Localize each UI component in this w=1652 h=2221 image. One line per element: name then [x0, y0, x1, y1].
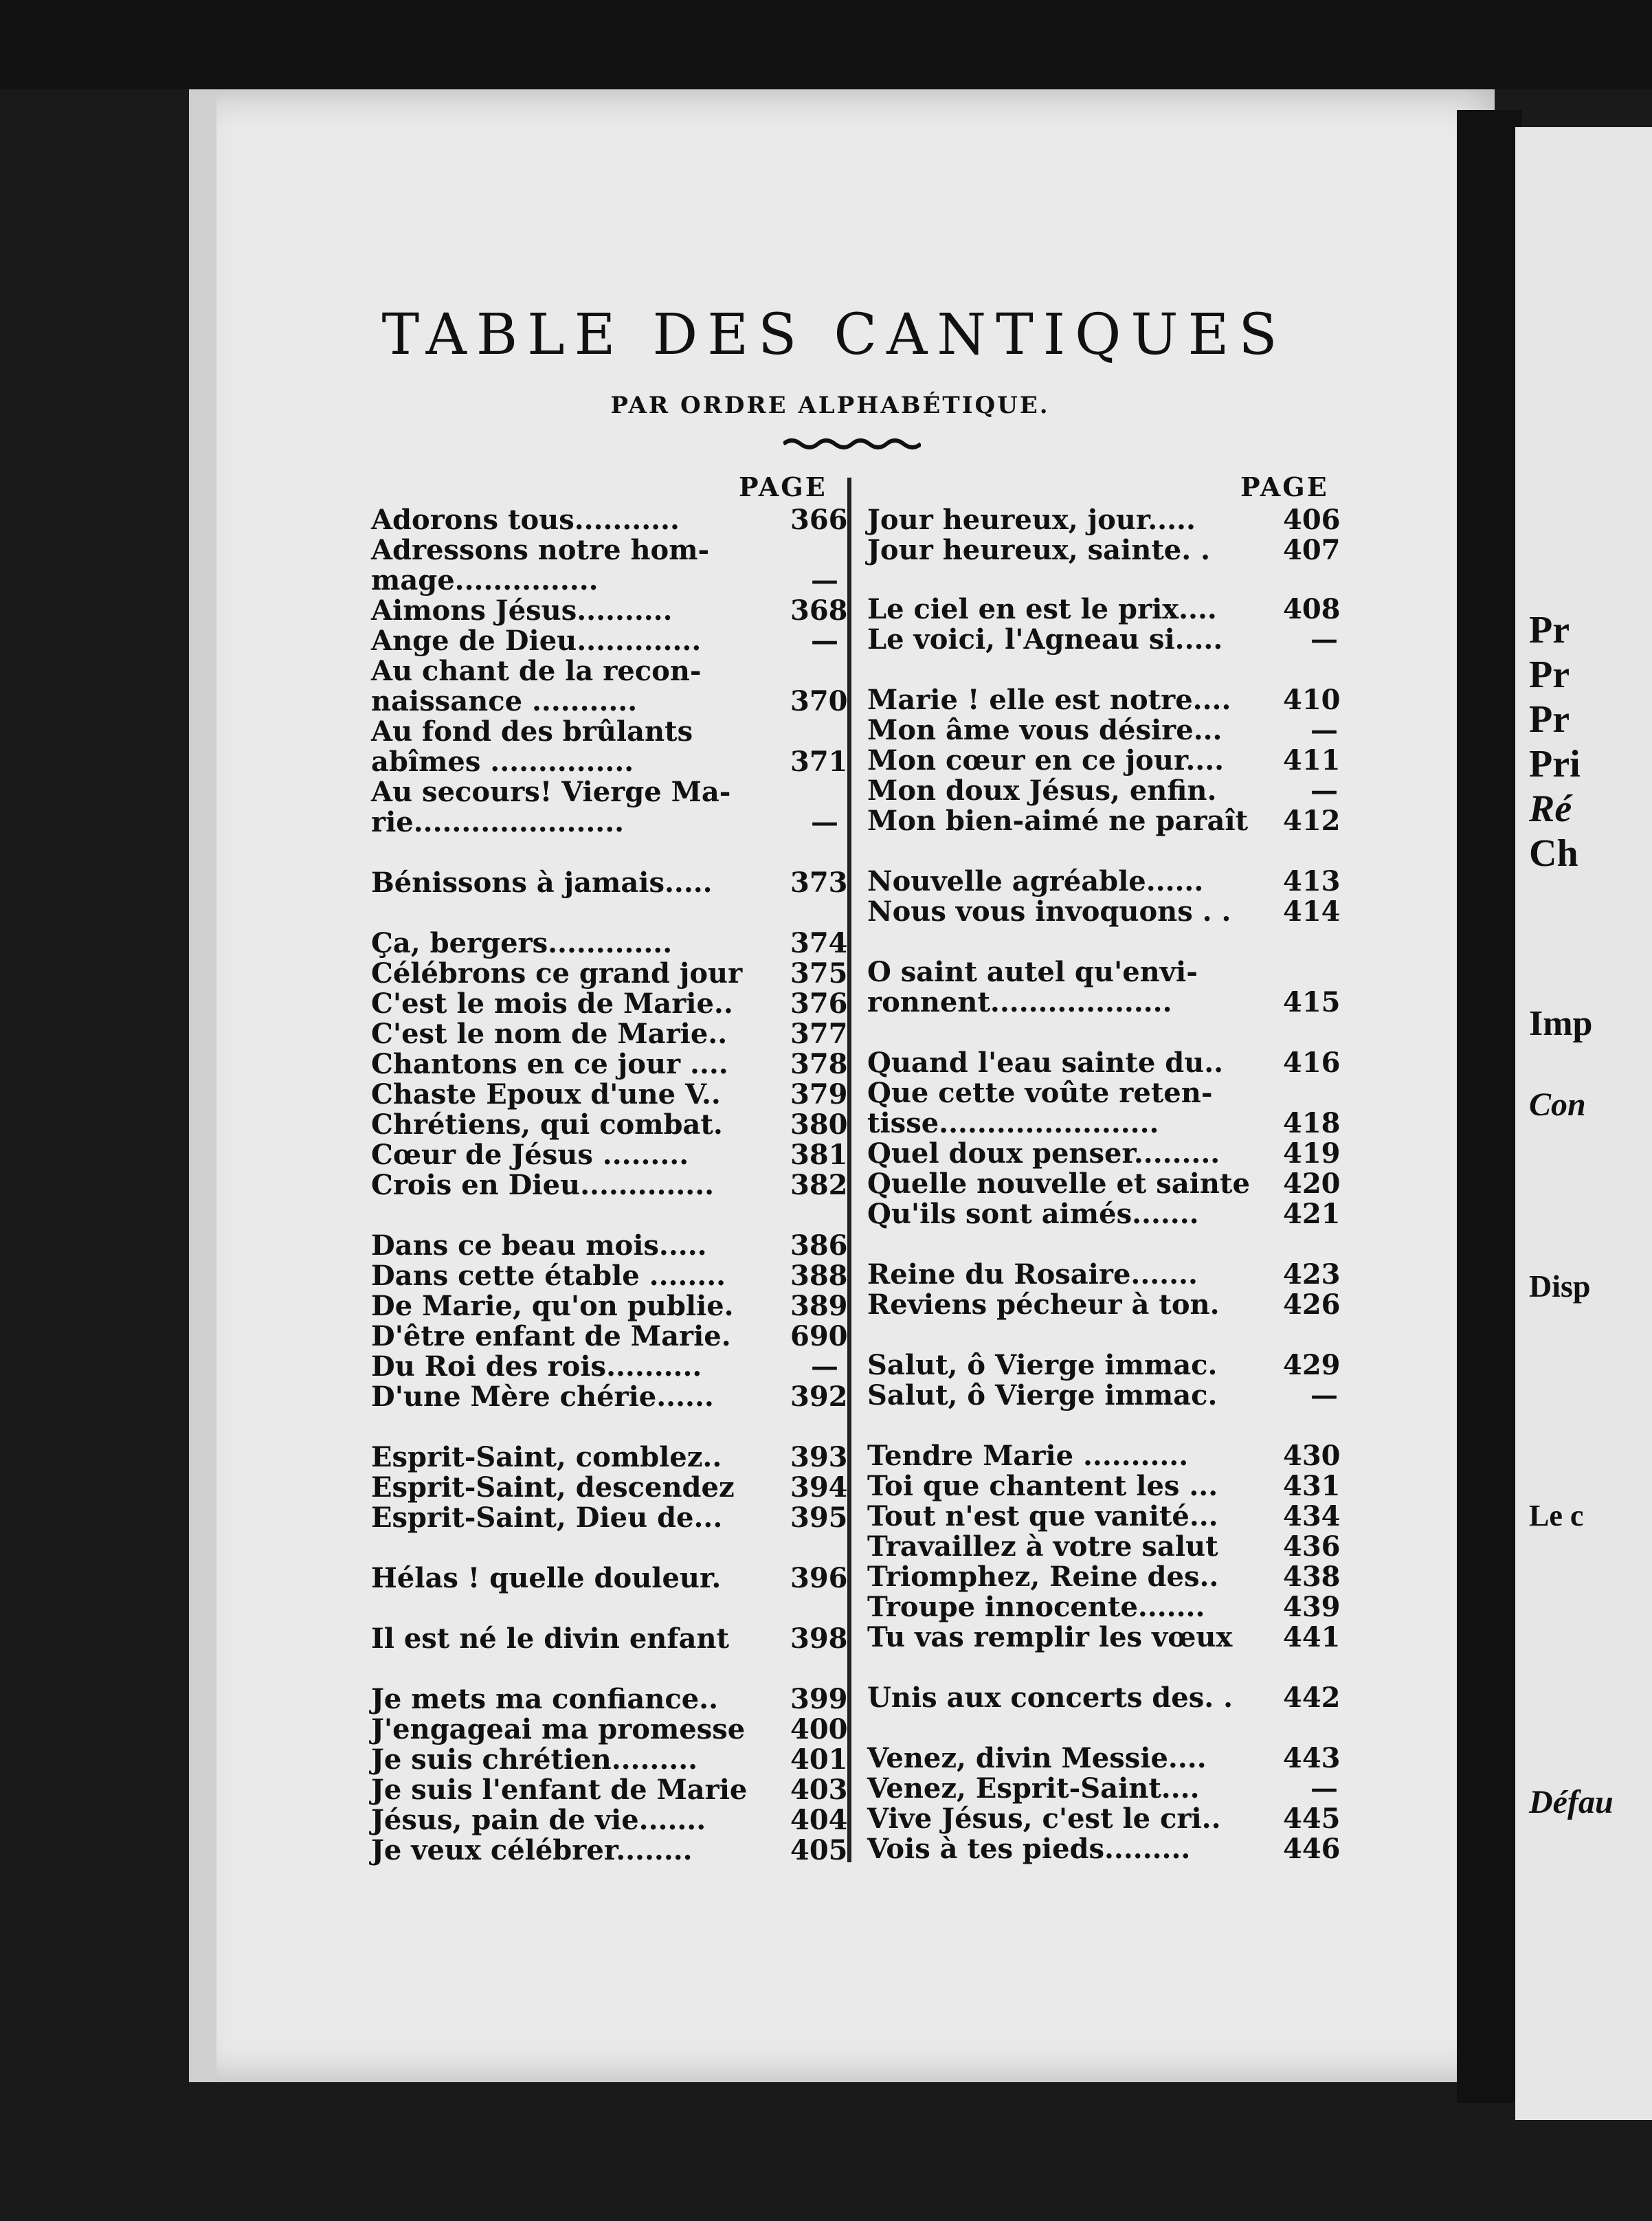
toc-entry-page: 446	[1283, 1833, 1341, 1865]
toc-entry-title: Jour heureux, jour.....	[867, 504, 1196, 536]
toc-entry	[867, 1774, 1338, 1804]
toc-entry	[371, 957, 848, 990]
toc-entry	[867, 805, 1341, 837]
toc-entry	[867, 1078, 1338, 1108]
toc-entry-title: mage...............	[371, 564, 599, 596]
toc-entry	[867, 1258, 1341, 1291]
toc-entry-page: 436	[1283, 1530, 1341, 1563]
toc-entry-title: Troupe innocente.......	[867, 1591, 1205, 1623]
toc-entry-title: Au chant de la recon-	[371, 655, 702, 687]
toc-entry-page: 411	[1283, 744, 1341, 777]
toc-entry	[867, 593, 1341, 625]
toc-entry-title: ronnent...................	[867, 986, 1172, 1018]
adjacent-fragment: Ch	[1529, 832, 1578, 875]
toc-entry-page: 396	[790, 1562, 848, 1594]
toc-entry-title: Je mets ma confiance..	[371, 1683, 719, 1715]
toc-entry-title: Mon bien-aimé ne paraît	[867, 805, 1249, 837]
toc-entry	[867, 1500, 1341, 1532]
toc-entry	[867, 1470, 1341, 1502]
toc-entry	[371, 1352, 838, 1382]
toc-entry-title: D'être enfant de Marie.	[371, 1320, 731, 1352]
toc-entry-page: 378	[790, 1048, 848, 1080]
toc-entry-title: Esprit-Saint, Dieu de...	[371, 1502, 723, 1534]
adjacent-fragment: Pr	[1529, 609, 1570, 651]
toc-entry-page: 420	[1283, 1168, 1341, 1200]
toc-entry-title: Chantons en ce jour ....	[371, 1048, 728, 1080]
toc-entry	[867, 1349, 1341, 1381]
toc-entry-title: Dans ce beau mois.....	[371, 1229, 707, 1262]
toc-entry-title: Tendre Marie ...........	[867, 1440, 1189, 1472]
toc-entry-page: 403	[790, 1774, 848, 1806]
toc-entry-page: 404	[790, 1804, 848, 1836]
toc-entry	[867, 1530, 1341, 1563]
toc-entry-title: Triomphez, Reine des..	[867, 1561, 1219, 1593]
toc-entry-title: Adressons notre hom-	[371, 534, 710, 566]
toc-entry-title: Au fond des brûlants	[371, 715, 693, 748]
toc-entry	[371, 594, 848, 627]
adjacent-fragment: Le c	[1529, 1499, 1584, 1532]
toc-entry-title: Hélas ! quelle douleur.	[371, 1562, 722, 1594]
toc-entry-title: Mon cœur en ce jour....	[867, 744, 1225, 777]
toc-entry-title: Reine du Rosaire.......	[867, 1258, 1198, 1291]
toc-entry	[371, 746, 848, 778]
toc-entry-page: 415	[1283, 986, 1341, 1018]
toc-entry	[371, 867, 848, 899]
toc-entry-title: Cœur de Jésus .........	[371, 1139, 689, 1171]
toc-entry-title: Ange de Dieu.............	[371, 625, 702, 657]
toc-entry-title: Chrétiens, qui combat.	[371, 1108, 723, 1141]
toc-entry-page: —	[811, 806, 838, 838]
toc-entry-page: 441	[1283, 1621, 1341, 1653]
toc-entry	[371, 626, 838, 656]
toc-entry	[867, 1381, 1338, 1411]
toc-entry	[371, 1502, 848, 1534]
toc-entry-page: 430	[1283, 1440, 1341, 1472]
toc-entry	[371, 1108, 848, 1141]
toc-entry-page: —	[811, 1350, 838, 1383]
toc-entry	[867, 684, 1341, 716]
toc-entry-title: Jésus, pain de vie.......	[371, 1804, 706, 1836]
adjacent-fragment: Con	[1529, 1086, 1586, 1123]
toc-entry-page: 380	[790, 1108, 848, 1141]
toc-entry-title: De Marie, qu'on publie.	[371, 1290, 734, 1322]
toc-entry-page: 381	[790, 1139, 848, 1171]
toc-entry-page: 418	[1283, 1107, 1341, 1139]
toc-entry-page: 406	[1283, 504, 1341, 536]
toc-entry	[371, 685, 848, 717]
toc-entry-page: 438	[1283, 1561, 1341, 1593]
toc-entry-page: 368	[790, 594, 848, 627]
toc-entry	[371, 777, 838, 807]
toc-entry	[867, 986, 1341, 1018]
toc-entry-title: Marie ! elle est notre....	[867, 684, 1231, 716]
toc-entry	[867, 1137, 1341, 1170]
column-divider	[847, 478, 851, 1862]
toc-entry-title: Vois à tes pieds.........	[867, 1833, 1191, 1865]
toc-entry-title: rie......................	[371, 806, 625, 838]
toc-entry-page: 373	[790, 867, 848, 899]
toc-entry	[867, 1621, 1341, 1653]
toc-entry	[867, 1591, 1341, 1623]
toc-entry-page: —	[811, 625, 838, 657]
toc-entry-page: 393	[790, 1441, 848, 1473]
adjacent-fragment: Pri	[1529, 743, 1581, 785]
toc-entry-page: 442	[1283, 1682, 1341, 1714]
toc-entry-page: 389	[790, 1290, 848, 1322]
toc-entry-page: 394	[790, 1471, 848, 1504]
toc-entry-title: Crois en Dieu..............	[371, 1169, 715, 1201]
toc-entry-page: 401	[790, 1743, 848, 1776]
toc-entry-title: Quel doux penser.........	[867, 1137, 1220, 1170]
toc-entry	[371, 1683, 848, 1715]
toc-entry-page: 392	[790, 1381, 848, 1413]
toc-entry-page: 445	[1283, 1803, 1341, 1835]
toc-entry-title: Nous vous invoquons . .	[867, 895, 1231, 928]
toc-entry	[867, 895, 1341, 928]
toc-entry-title: Venez, Esprit-Saint....	[867, 1772, 1200, 1805]
toc-entry	[867, 504, 1341, 536]
toc-entry-title: D'une Mère chérie......	[371, 1381, 714, 1413]
toc-entry-title: Ça, bergers.............	[371, 927, 673, 959]
page-edge-shadow	[189, 89, 216, 2082]
toc-entry-page: —	[1310, 1772, 1338, 1805]
toc-entry	[371, 1229, 848, 1262]
toc-entry-title: Je suis l'enfant de Marie	[371, 1774, 748, 1806]
toc-entry	[371, 1018, 848, 1050]
toc-entry-page: 429	[1283, 1349, 1341, 1381]
toc-entry-title: Qu'ils sont aimés.......	[867, 1198, 1199, 1230]
toc-entry	[371, 1381, 848, 1413]
toc-entry-page: 443	[1283, 1742, 1341, 1774]
toc-entry-title: Chaste Epoux d'une V..	[371, 1078, 721, 1110]
toc-entry-title: Jour heureux, sainte. .	[867, 534, 1211, 566]
toc-entry	[867, 1561, 1341, 1593]
toc-entry	[371, 1622, 848, 1655]
toc-entry-page: —	[1310, 714, 1338, 746]
toc-entry	[867, 1440, 1341, 1472]
toc-entry-page: —	[811, 564, 838, 596]
toc-entry	[867, 534, 1341, 566]
toc-entry	[867, 1198, 1341, 1230]
toc-entry	[867, 1803, 1341, 1835]
toc-entry-title: C'est le mois de Marie..	[371, 987, 733, 1020]
toc-entry	[867, 1288, 1341, 1321]
toc-entry-title: Unis aux concerts des. .	[867, 1682, 1234, 1714]
toc-entry-title: Je suis chrétien.........	[371, 1743, 698, 1776]
ornament-divider	[783, 437, 921, 451]
toc-entry-title: Travaillez à votre salut	[867, 1530, 1218, 1563]
toc-entry-title: Tu vas remplir les vœux	[867, 1621, 1233, 1653]
toc-entry-title: Aimons Jésus..........	[371, 594, 673, 627]
toc-entry-title: Quand l'eau sainte du..	[867, 1047, 1224, 1079]
toc-entry	[867, 1107, 1341, 1139]
toc-entry-title: Je veux célébrer........	[371, 1834, 693, 1866]
adjacent-fragment: Pr	[1529, 698, 1570, 741]
toc-entry-page: 374	[790, 927, 848, 959]
toc-entry-page: —	[1310, 774, 1338, 807]
toc-entry	[867, 1742, 1341, 1774]
toc-entry-page: 382	[790, 1169, 848, 1201]
toc-entry	[371, 535, 838, 566]
right-column	[867, 504, 1341, 1865]
toc-entry-page: 377	[790, 1018, 848, 1050]
toc-entry-title: Quelle nouvelle et sainte	[867, 1168, 1250, 1200]
toc-entry-page: 410	[1283, 684, 1341, 716]
left-column-header: PAGE	[739, 471, 827, 502]
toc-entry	[867, 1833, 1341, 1865]
toc-entry	[371, 656, 838, 687]
toc-entry	[371, 1290, 848, 1322]
toc-entry-title: tisse.......................	[867, 1107, 1159, 1139]
toc-entry-title: Le voici, l'Agneau si.....	[867, 623, 1223, 656]
adjacent-fragment: Ré	[1529, 788, 1572, 830]
toc-entry-title: Esprit-Saint, descendez	[371, 1471, 735, 1504]
left-column	[371, 504, 848, 1866]
toc-entry	[371, 1048, 848, 1080]
toc-entry-page: 413	[1283, 865, 1341, 897]
toc-entry-title: Reviens pécheur à ton.	[867, 1288, 1220, 1321]
toc-entry-page: 431	[1283, 1470, 1341, 1502]
toc-entry-page: 419	[1283, 1137, 1341, 1170]
toc-entry	[371, 1320, 848, 1352]
right-column-header: PAGE	[1240, 471, 1329, 502]
toc-entry	[371, 987, 848, 1020]
toc-entry-page: 376	[790, 987, 848, 1020]
toc-entry-page: 439	[1283, 1591, 1341, 1623]
toc-entry	[371, 1562, 848, 1594]
toc-entry-page: 398	[790, 1622, 848, 1655]
toc-entry	[867, 625, 1338, 655]
adjacent-fragment: Disp	[1529, 1269, 1591, 1304]
toc-entry	[371, 1471, 848, 1504]
adjacent-fragment: Imp	[1529, 1004, 1593, 1043]
toc-entry-title: Toi que chantent les ...	[867, 1470, 1218, 1502]
toc-entry-title: J'engageai ma promesse	[371, 1713, 746, 1745]
toc-entry-title: Venez, divin Messie....	[867, 1742, 1207, 1774]
toc-entry-page: 426	[1283, 1288, 1341, 1321]
toc-entry-page: 371	[790, 746, 848, 778]
toc-entry-title: Mon doux Jésus, enfin.	[867, 774, 1217, 807]
toc-entry	[371, 1260, 848, 1292]
page-subtitle: PAR ORDRE ALPHABÉTIQUE.	[610, 392, 1050, 419]
toc-entry-page: 370	[790, 685, 848, 717]
page-title: TABLE DES CANTIQUES	[381, 302, 1287, 368]
toc-entry	[867, 776, 1338, 806]
toc-entry	[371, 807, 838, 838]
toc-entry-title: Salut, ô Vierge immac.	[867, 1379, 1218, 1411]
adjacent-fragment: Défau	[1529, 1784, 1614, 1820]
scan-background	[0, 0, 1652, 89]
toc-entry	[371, 927, 848, 959]
adjacent-fragment: Pr	[1529, 654, 1570, 696]
toc-entry	[371, 717, 838, 747]
toc-entry	[371, 566, 838, 596]
toc-entry-title: Vive Jésus, c'est le cri..	[867, 1803, 1221, 1835]
toc-entry-title: Que cette voûte reten-	[867, 1077, 1213, 1109]
toc-entry-page: 388	[790, 1260, 848, 1292]
toc-entry-title: Bénissons à jamais.....	[371, 867, 713, 899]
toc-entry	[371, 1804, 848, 1836]
toc-entry-title: Au secours! Vierge Ma-	[371, 776, 731, 808]
toc-entry-title: Du Roi des rois..........	[371, 1350, 702, 1383]
toc-entry	[371, 1441, 848, 1473]
toc-entry-page: 366	[790, 504, 848, 536]
toc-entry-page: 412	[1283, 805, 1341, 837]
toc-entry	[867, 715, 1338, 746]
toc-entry-title: Esprit-Saint, comblez..	[371, 1441, 722, 1473]
toc-entry-page: 423	[1283, 1258, 1341, 1291]
toc-entry-title: Le ciel en est le prix....	[867, 593, 1217, 625]
toc-entry	[867, 744, 1341, 777]
toc-entry-page: —	[1310, 623, 1338, 656]
toc-entry-page: 395	[790, 1502, 848, 1534]
toc-entry-title: naissance ...........	[371, 685, 638, 717]
toc-entry-page: 421	[1283, 1198, 1341, 1230]
toc-entry	[867, 1168, 1341, 1200]
toc-entry-title: Salut, ô Vierge immac.	[867, 1349, 1218, 1381]
toc-entry-title: Il est né le divin enfant	[371, 1622, 730, 1655]
toc-entry	[371, 1713, 848, 1745]
toc-entry-title: Dans cette étable ........	[371, 1260, 726, 1292]
toc-entry	[371, 1743, 848, 1776]
toc-entry	[371, 504, 848, 536]
toc-entry-page: 407	[1283, 534, 1341, 566]
toc-entry-page: 379	[790, 1078, 848, 1110]
toc-entry-page: 408	[1283, 593, 1341, 625]
toc-entry-page: 434	[1283, 1500, 1341, 1532]
toc-entry-title: Mon âme vous désire...	[867, 714, 1223, 746]
toc-entry-title: Célébrons ce grand jour	[371, 957, 743, 990]
toc-entry-page: 375	[790, 957, 848, 990]
toc-entry	[371, 1834, 848, 1866]
toc-entry-title: Adorons tous...........	[371, 504, 680, 536]
toc-entry	[867, 865, 1341, 897]
toc-entry-page: 416	[1283, 1047, 1341, 1079]
toc-entry	[867, 1047, 1341, 1079]
toc-entry-title: Tout n'est que vanité...	[867, 1500, 1218, 1532]
toc-entry-title: O saint autel qu'envi-	[867, 956, 1198, 988]
toc-entry	[371, 1169, 848, 1201]
toc-entry	[371, 1078, 848, 1110]
toc-entry-page: 690	[790, 1320, 848, 1352]
toc-entry	[371, 1774, 848, 1806]
adjacent-page	[1515, 127, 1652, 2120]
toc-entry-page: 400	[790, 1713, 848, 1745]
toc-entry-page: 405	[790, 1834, 848, 1866]
toc-entry	[371, 1139, 848, 1171]
toc-entry-page: 414	[1283, 895, 1341, 928]
toc-entry	[867, 1682, 1341, 1714]
toc-entry-title: C'est le nom de Marie..	[371, 1018, 728, 1050]
toc-entry-title: Nouvelle agréable......	[867, 865, 1204, 897]
toc-entry-page: 399	[790, 1683, 848, 1715]
toc-entry-page: 386	[790, 1229, 848, 1262]
toc-entry	[867, 957, 1338, 987]
toc-entry-title: abîmes ...............	[371, 746, 634, 778]
toc-entry-page: —	[1310, 1379, 1338, 1411]
